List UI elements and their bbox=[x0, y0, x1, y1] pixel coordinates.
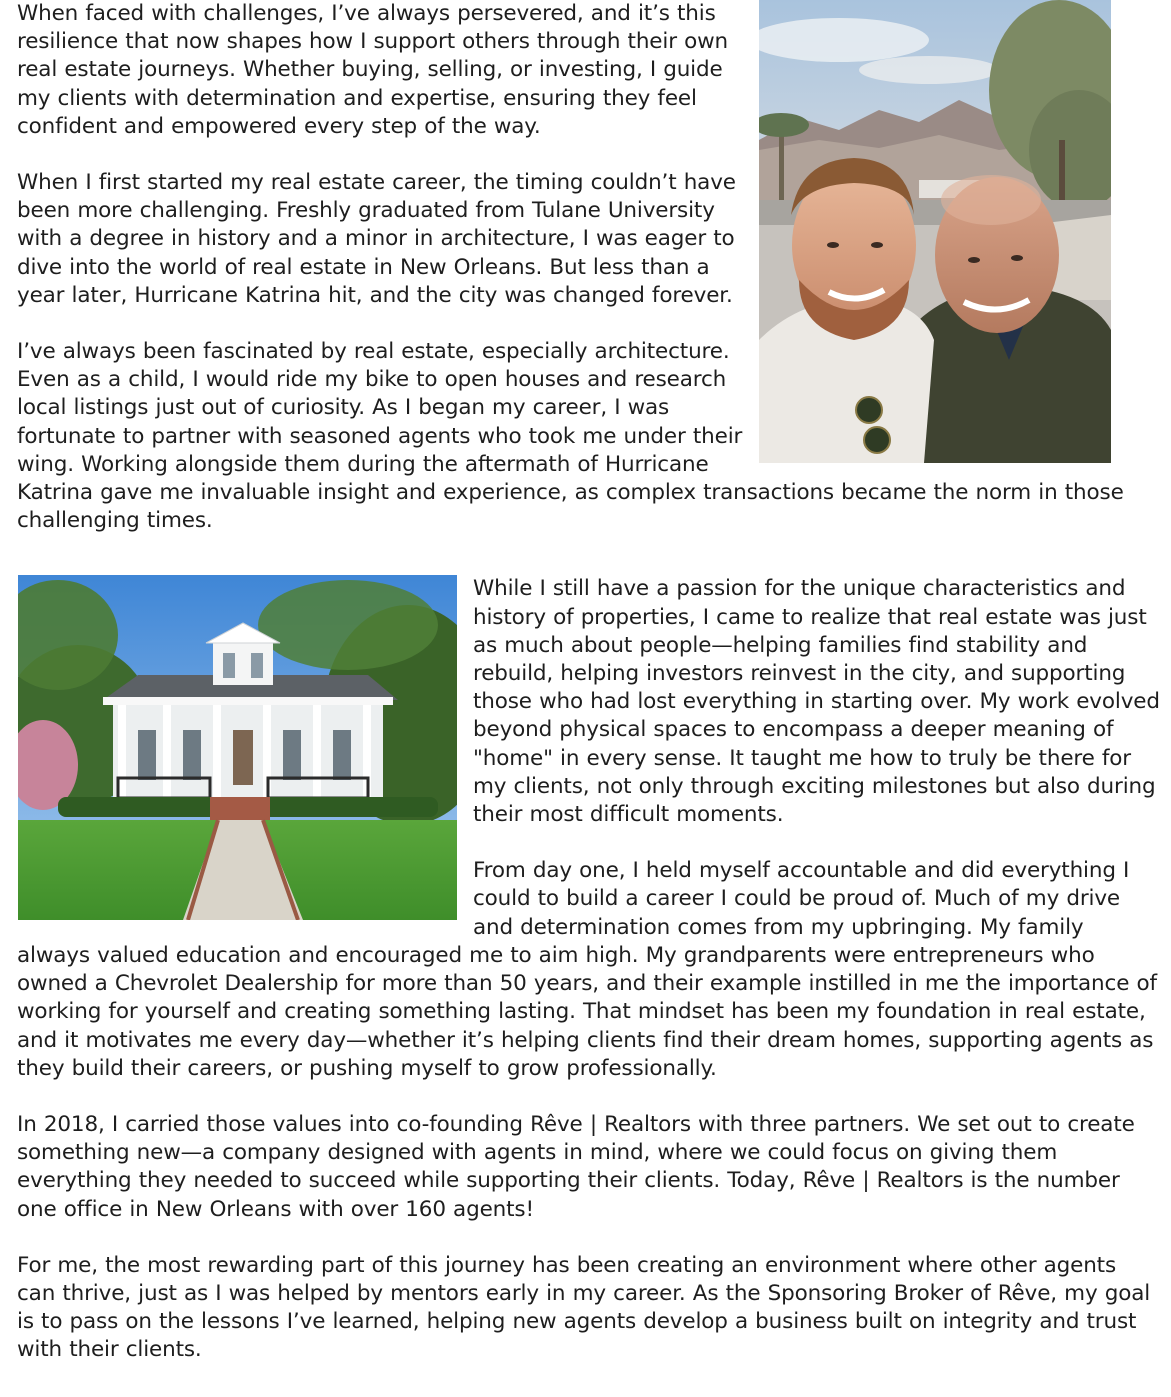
paragraph-1: When faced with challenges, I’ve always persevered, and it’s this resilience that now shapes how I support others through their own real estate journeys. Whether buying, selling, or investing, I guide my clients with determination and expertise, ensuring they feel confident and empowered every step of the way. bbox=[17, 1, 728, 139]
paragraph-spacer bbox=[0, 1224, 1171, 1252]
paragraph-2: When I first started my real estate career, the timing couldn’t have been more challenging. Freshly graduated from Tulane University with a degree in history and a minor in architecture, I was eager to dive into the world of real estate in New Orleans. But less than a year later, Hurricane Katrina hit, and the city was changed forever. bbox=[17, 170, 736, 308]
house-photo bbox=[18, 575, 457, 920]
paragraph-7: For me, the most rewarding part of this journey has been creating an environment where other agents can thrive, just as I was helped by mentors early in my career. As the Sponsoring Broker of Rêve, my goal is to pass on the lessons I’ve learned, helping new agents develop a business built on integrity and trust with their clients. bbox=[17, 1252, 1151, 1363]
selfie-photo bbox=[759, 0, 1111, 463]
paragraph-spacer bbox=[0, 1083, 1171, 1111]
paragraph-6: In 2018, I carried those values into co-founding Rêve | Realtors with three partners. We set out to create something new—a company designed with agents in mind, where we could focus on giving them everything they needed to succeed while supporting their clients. Today, Rêve | Realtors is the number one office in New Orleans with over 160 agents! bbox=[17, 1111, 1135, 1222]
paragraph-spacer bbox=[0, 535, 1171, 575]
paragraph-4: While I still have a passion for the unique characteristics and history of properties, I came to realize that real estate was just as much about people—helping families find stability and rebuild, helping investors reinvest in the city, and supporting those who had lost everything in starting over. My work evolved beyond physical spaces to encompass a deeper meaning of "home" in every sense. It taught me how to truly be there for my clients, not only through exciting milestones but also during their most difficult moments. bbox=[473, 576, 1160, 828]
paragraph-5: From day one, I held myself accountable and did everything I could to build a career I could be proud of. Much of my drive and determination comes from my upbringing. My family always valued education and encouraged me to aim high. My grandparents were entrepreneurs who owned a Chevrolet Dealership for more than 50 years, and their example instilled in me the importance of working for yourself and creating something lasting. That mindset has been my foundation in real estate, and it motivates me every day—whether it’s helping clients find their dream homes, supporting agents as they build their careers, or pushing myself to grow professionally. bbox=[17, 858, 1157, 1081]
paragraph-3: I’ve always been fascinated by real estate, especially architecture. Even as a child, I would ride my bike to open houses and research local listings just out of curiosity. As I began my career, I was fortunate to partner with seasoned agents who took me under their wing. Working alongside them during the aftermath of Hurricane Katrina gave me invaluable insight and experience, as complex transactions became the norm in those challenging times. bbox=[17, 339, 1124, 534]
